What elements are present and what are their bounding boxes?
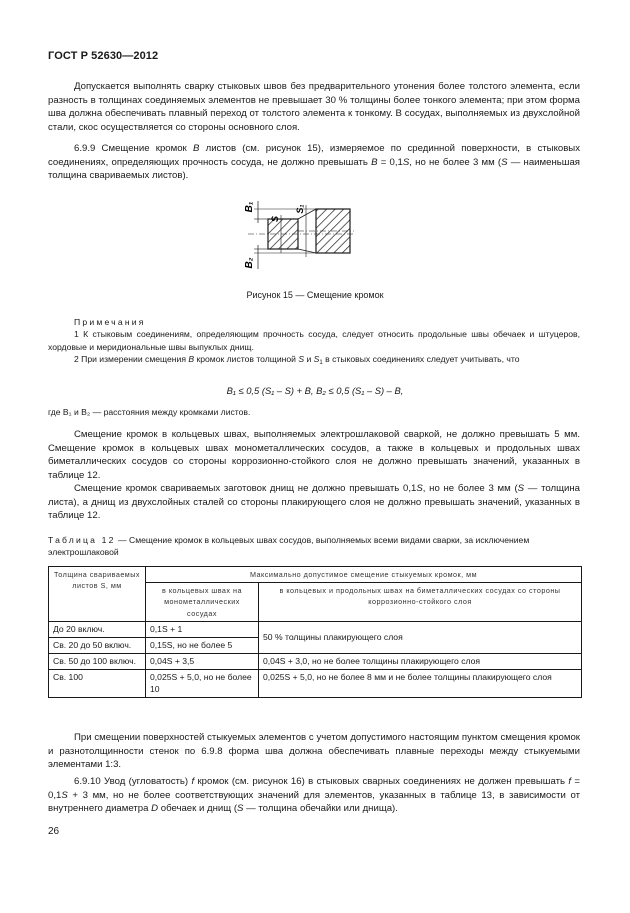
note-1: 1 К стыковым соединениям, определяющим прочность сосуда, следует относить продольные швы обечаек и штуцеров, хордовые и меридиональные швы выпуклых днищ. — [48, 329, 580, 352]
paragraph-butt-weld — [48, 80, 580, 134]
notes-block — [48, 316, 580, 366]
col-bi-header: в кольцевых и продольных швах на биметаллических сосудах со стороны коррозионно-стойкого слоя — [259, 583, 582, 622]
formula-where: где B₁ и B₂ — расстояния между кромками листов. — [48, 407, 251, 417]
paragraph-text: Смещение кромок в кольцевых швах, выполняемых электрошлаковой сваркой, не должно превышать 5 мм. Смещение кромок в кольцевых швах монометаллических сосудов, а также в кольцевых и продольных швах биметаллических сосудов со стороны коррозионно-стойкого слоя не должно превышать значений, указанных в таблице 12. — [48, 429, 580, 481]
table-row: Св. 20 до 50 включ. 0,15S, но не более 5 — [49, 638, 582, 654]
paragraph-heads — [48, 482, 580, 523]
paragraph-6-9-10 — [48, 775, 580, 816]
document-header: ГОСТ Р 52630—2012 — [48, 50, 159, 62]
table-12-caption: Таблица 12 — Смещение кромок в кольцевых швах сосудов, выполняемых всеми видами сварки, за исключением электрошлаковой — [48, 535, 530, 557]
paragraph-circumferential — [48, 428, 580, 482]
col-mono-header: в кольцевых швах на монометаллических сосудах — [146, 583, 259, 622]
label-s1: S₁ — [295, 204, 305, 214]
table-row: До 20 включ. 0,1S + 1 50 % толщины плакирующего слоя — [49, 621, 582, 637]
figure-edge-offset — [232, 193, 362, 282]
paragraph-6-9-9 — [48, 142, 580, 183]
offset-formula: B₁ ≤ 0,5 (S₁ – S) + B, B₂ ≤ 0,5 (S₁ – S) – B, — [226, 385, 404, 396]
edge-offset-drawing — [232, 193, 362, 277]
table-row: Св. 100 0,025S + 5,0, но не более 10 0,025S + 5,0, но не более 8 мм и не более толщины плакирующего слоя — [49, 670, 582, 697]
table-12 — [48, 566, 582, 698]
figure-caption: Рисунок 15 — Смещение кромок — [246, 290, 384, 300]
paragraph-text: 6.9.9 Смещение кромок B листов (см. рисунок 15), измеряемое по срединной поверхности, в стыковых соединениях, определяющих прочность сосуда, не должно превышать B = 0,1S, но не более 3 мм (S — наименьшая толщина свариваемых листов). — [48, 143, 581, 182]
paragraph-text: При смещении поверхностей стыкуемых элементов с учетом допустимого настоящим пунктом смещения кромок и разнотолщинности стенок по 6.9.8 форма шва должна обеспечивать плавные переходы между стыкуемыми элементами 1:3. — [48, 732, 580, 771]
col-group-header: Максимально допустимое смещение стыкуемых кромок, мм — [146, 567, 582, 583]
page-number: 26 — [48, 826, 60, 837]
paragraph-text: Допускается выполнять сварку стыковых швов без предварительного утонения более толстого элемента, если разность в толщинах соединяемых элементов не превышает 30 % толщины более тонкого элемента; при этом форма шва должна обеспечивать плавный переход от толстого элемента к тонкому. В сосудах, выполняемых из двухслойной стали, скос осуществляется со стороны основного слоя. — [48, 81, 580, 133]
label-s: S — [270, 215, 280, 223]
col-thickness-header: Толщина свариваемых листов S, мм — [49, 567, 146, 622]
paragraph-text: 6.9.10 Увод (угловатость) f кромок (см. рисунок 16) в стыковых сварных соединениях не должен превышать f = 0,1S + 3 мм, но не более соответствующих значений для элементов, указанных в таблице 13, в зависимости от внутреннего диаметра D обечаек и днищ (S — толщина обечайки или днища). — [48, 776, 580, 815]
label-b1: B₁ — [244, 201, 255, 213]
note-2: 2 При измерении смещения B кромок листов толщиной S и $S_1$ в стыковых соединениях следует учитывать, что — [74, 354, 520, 367]
label-b2: B₂ — [244, 257, 255, 269]
paragraph-text: Смещение кромок свариваемых заготовок днищ не должно превышать 0,1S, но не более 3 мм (S — толщина листа), а днищ из двухслойных сталей со стороны плакирующего слоя не должно превышать значений, указанных в таблице 12. — [48, 483, 580, 522]
notes-title: Примечания — [74, 317, 146, 327]
paragraph-surface-offset — [48, 731, 580, 772]
table-row: Св. 50 до 100 включ. 0,04S + 3,5 0,04S + 3,0, но не более толщины плакирующего слоя — [49, 654, 582, 670]
